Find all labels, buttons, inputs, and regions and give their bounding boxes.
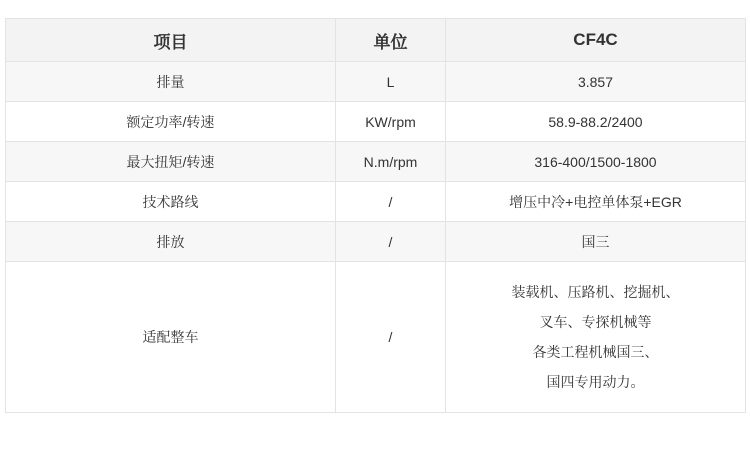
row-value-label: 58.9-88.2/2400 [548,113,643,130]
table-header-row [6,19,746,62]
header-cell-model [446,19,746,62]
table-row [6,142,746,182]
row-unit-label: / [388,193,393,210]
row-unit-label: / [388,329,393,345]
application-line-1: 装载机、压路机、挖掘机、 [511,284,680,300]
header-item-label: 项目 [153,32,188,52]
row-unit-cell [336,142,446,182]
row-value-cell [446,182,746,222]
row-unit-label: N.m/rpm [363,153,418,170]
row-item-label: 适配整车 [142,329,199,345]
row-item-label: 额定功率/转速 [126,113,215,130]
row-item-cell [6,62,336,102]
row-unit-label: L [386,73,395,90]
header-unit-label: 单位 [373,32,408,52]
row-item-cell [6,102,336,142]
row-unit-cell [336,102,446,142]
row-value-label: 316-400/1500-1800 [534,153,657,170]
row-item-label: 排放 [156,233,185,250]
row-unit-cell [336,262,446,413]
row-item-cell [6,142,336,182]
application-line-3: 各类工程机械国三、 [532,344,659,360]
row-item-cell [6,182,336,222]
application-line-4: 国四专用动力。 [546,374,645,390]
row-item-cell [6,222,336,262]
table-row [6,102,746,142]
row-value-label: 增压中冷+电控单体泵+EGR [509,193,682,210]
row-item-label: 排量 [156,73,185,90]
application-line-2: 叉车、专探机械等 [539,314,652,330]
row-value-label: 国三 [581,233,610,250]
row-unit-cell [336,62,446,102]
row-unit-label: / [388,233,393,250]
row-value-label: 3.857 [577,73,614,90]
header-cell-item [6,19,336,62]
table-row [6,62,746,102]
row-unit-label: KW/rpm [365,113,416,130]
row-unit-cell [336,182,446,222]
row-unit-cell [336,222,446,262]
header-cell-unit [336,19,446,62]
table-row [6,182,746,222]
table-row-applications [6,262,746,413]
row-value-cell [446,262,746,413]
engine-spec-table [5,18,746,413]
row-item-label: 最大扭矩/转速 [126,153,215,170]
row-item-label: 技术路线 [142,193,199,210]
row-value-cell [446,62,746,102]
row-value-cell [446,102,746,142]
table-row [6,222,746,262]
row-value-cell [446,142,746,182]
header-model-label: CF4C [573,30,618,49]
row-value-cell [446,222,746,262]
row-item-cell [6,262,336,413]
